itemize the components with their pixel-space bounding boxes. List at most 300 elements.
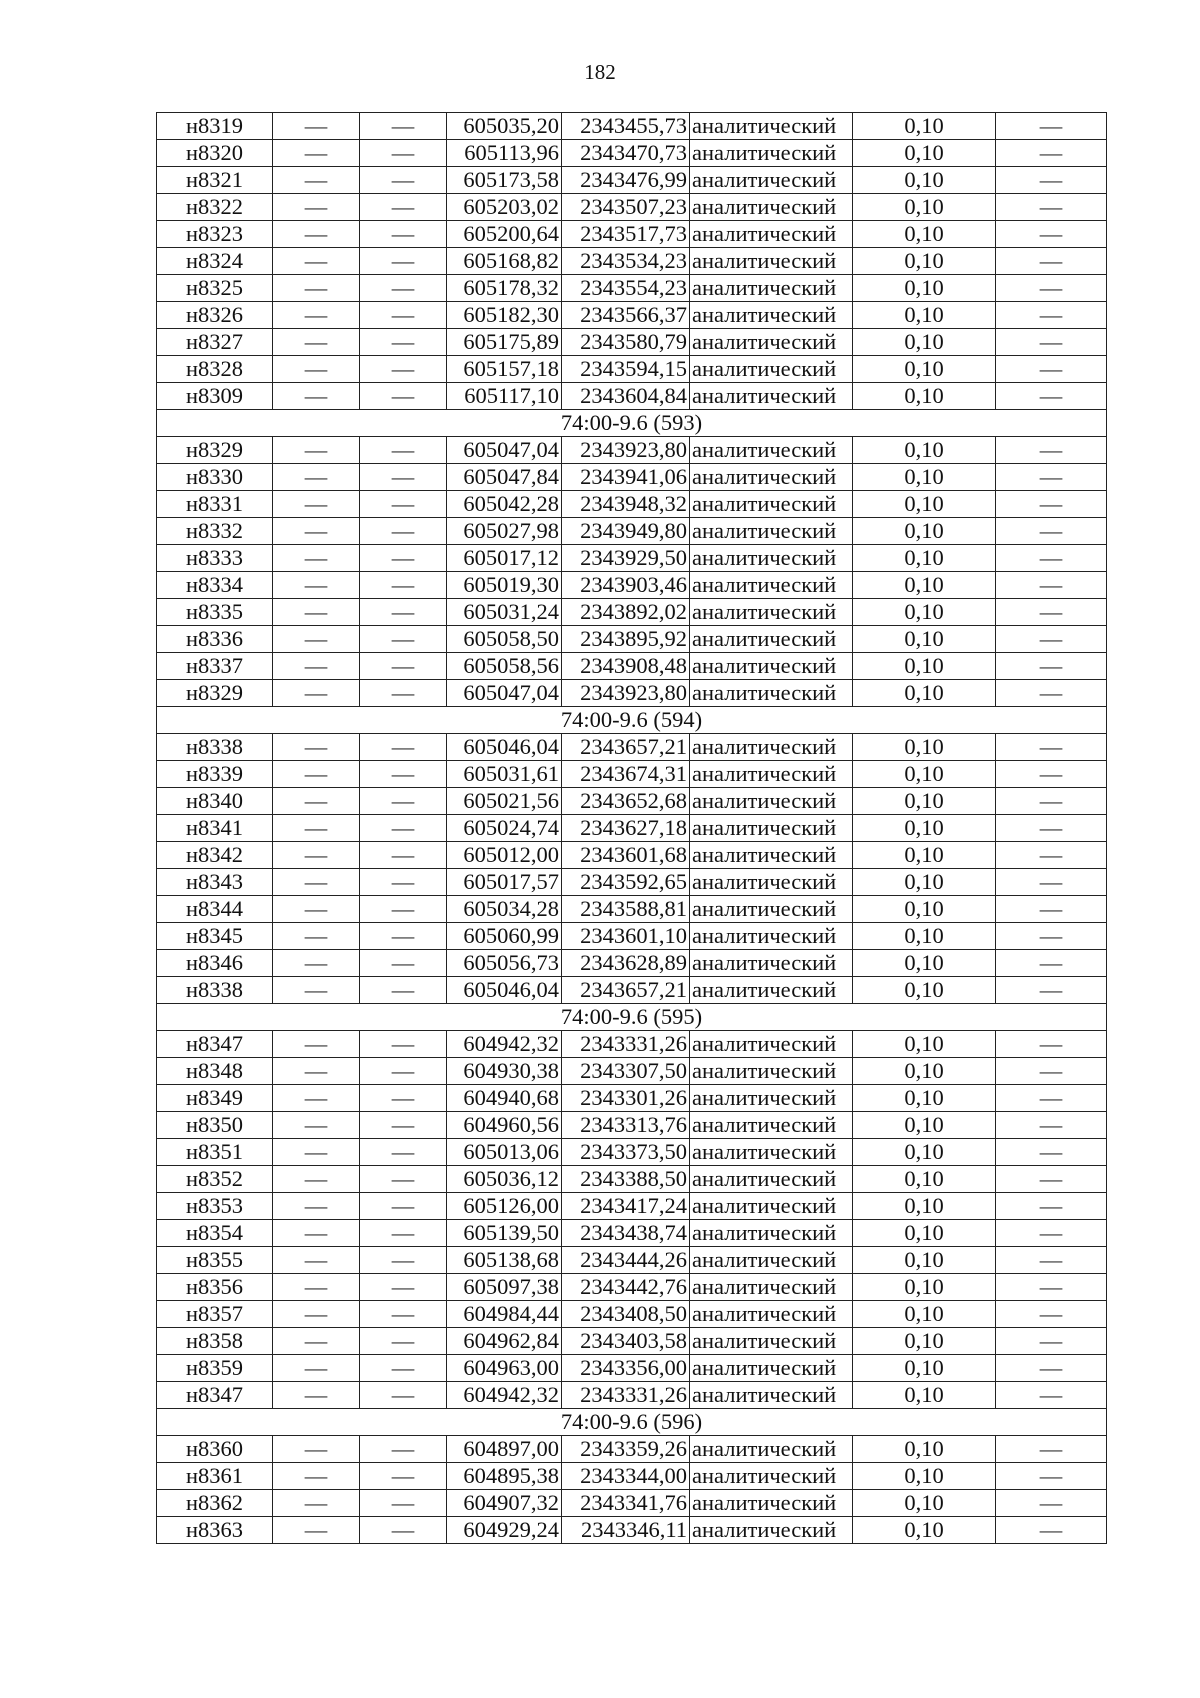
y-old-cell: — — [360, 1517, 447, 1544]
accuracy-cell: 0,10 — [853, 221, 996, 248]
accuracy-cell: 0,10 — [853, 896, 996, 923]
table-row — [157, 518, 1107, 545]
x-coordinate-cell: 604942,32 — [447, 1031, 562, 1058]
accuracy-cell: 0,10 — [853, 1220, 996, 1247]
accuracy-cell: 0,10 — [853, 1112, 996, 1139]
method-cell: аналитический — [690, 248, 853, 275]
accuracy-cell: 0,10 — [853, 545, 996, 572]
y-coordinate-cell: 2343949,80 — [562, 518, 690, 545]
point-name-cell: н8345 — [157, 923, 273, 950]
table-row — [157, 1274, 1107, 1301]
method-cell: аналитический — [690, 1193, 853, 1220]
x-old-cell: — — [273, 1355, 360, 1382]
y-coordinate-cell: 2343892,02 — [562, 599, 690, 626]
x-coordinate-cell: 605058,56 — [447, 653, 562, 680]
accuracy-cell: 0,10 — [853, 1463, 996, 1490]
point-name-cell: н8335 — [157, 599, 273, 626]
description-cell: — — [996, 1031, 1107, 1058]
table-row — [157, 842, 1107, 869]
method-cell: аналитический — [690, 194, 853, 221]
x-old-cell: — — [273, 356, 360, 383]
point-name-cell: н8325 — [157, 275, 273, 302]
method-cell: аналитический — [690, 680, 853, 707]
method-cell: аналитический — [690, 329, 853, 356]
accuracy-cell: 0,10 — [853, 1139, 996, 1166]
y-coordinate-cell: 2343444,26 — [562, 1247, 690, 1274]
description-cell: — — [996, 761, 1107, 788]
accuracy-cell: 0,10 — [853, 599, 996, 626]
x-old-cell: — — [273, 680, 360, 707]
y-old-cell: — — [360, 950, 447, 977]
x-coordinate-cell: 605031,61 — [447, 761, 562, 788]
x-old-cell: — — [273, 383, 360, 410]
y-old-cell: — — [360, 1112, 447, 1139]
y-old-cell: — — [360, 1031, 447, 1058]
x-coordinate-cell: 605012,00 — [447, 842, 562, 869]
method-cell: аналитический — [690, 545, 853, 572]
point-name-cell: н8353 — [157, 1193, 273, 1220]
point-name-cell: н8358 — [157, 1328, 273, 1355]
method-cell: аналитический — [690, 1247, 853, 1274]
y-old-cell: — — [360, 734, 447, 761]
description-cell: — — [996, 1301, 1107, 1328]
point-name-cell: н8350 — [157, 1112, 273, 1139]
table-row — [157, 977, 1107, 1004]
table-row — [157, 1355, 1107, 1382]
table-row — [157, 680, 1107, 707]
accuracy-cell: 0,10 — [853, 464, 996, 491]
accuracy-cell: 0,10 — [853, 1490, 996, 1517]
x-old-cell: — — [273, 977, 360, 1004]
point-name-cell: н8329 — [157, 437, 273, 464]
point-name-cell: н8356 — [157, 1274, 273, 1301]
table-row — [157, 1517, 1107, 1544]
y-old-cell: — — [360, 1436, 447, 1463]
y-coordinate-cell: 2343470,73 — [562, 140, 690, 167]
point-name-cell: н8327 — [157, 329, 273, 356]
accuracy-cell: 0,10 — [853, 950, 996, 977]
y-coordinate-cell: 2343356,00 — [562, 1355, 690, 1382]
y-old-cell: — — [360, 896, 447, 923]
table-row — [157, 1301, 1107, 1328]
method-cell: аналитический — [690, 950, 853, 977]
y-old-cell: — — [360, 1463, 447, 1490]
y-coordinate-cell: 2343923,80 — [562, 437, 690, 464]
y-old-cell: — — [360, 1166, 447, 1193]
accuracy-cell: 0,10 — [853, 1031, 996, 1058]
point-name-cell: н8362 — [157, 1490, 273, 1517]
y-coordinate-cell: 2343895,92 — [562, 626, 690, 653]
point-name-cell: н8347 — [157, 1031, 273, 1058]
method-cell: аналитический — [690, 788, 853, 815]
point-name-cell: н8323 — [157, 221, 273, 248]
y-old-cell: — — [360, 788, 447, 815]
description-cell: — — [996, 1247, 1107, 1274]
x-old-cell: — — [273, 923, 360, 950]
y-old-cell: — — [360, 302, 447, 329]
accuracy-cell: 0,10 — [853, 572, 996, 599]
y-old-cell: — — [360, 1274, 447, 1301]
x-old-cell: — — [273, 248, 360, 275]
description-cell: — — [996, 842, 1107, 869]
point-name-cell: н8336 — [157, 626, 273, 653]
x-coordinate-cell: 605034,28 — [447, 896, 562, 923]
y-coordinate-cell: 2343373,50 — [562, 1139, 690, 1166]
accuracy-cell: 0,10 — [853, 356, 996, 383]
y-coordinate-cell: 2343344,00 — [562, 1463, 690, 1490]
x-old-cell: — — [273, 1220, 360, 1247]
y-old-cell: — — [360, 194, 447, 221]
x-coordinate-cell: 605047,04 — [447, 680, 562, 707]
description-cell: — — [996, 599, 1107, 626]
accuracy-cell: 0,10 — [853, 761, 996, 788]
x-old-cell: — — [273, 1301, 360, 1328]
y-old-cell: — — [360, 464, 447, 491]
x-coordinate-cell: 605031,24 — [447, 599, 562, 626]
point-name-cell: н8363 — [157, 1517, 273, 1544]
x-old-cell: — — [273, 329, 360, 356]
description-cell: — — [996, 1220, 1107, 1247]
y-coordinate-cell: 2343534,23 — [562, 248, 690, 275]
method-cell: аналитический — [690, 1490, 853, 1517]
table-row — [157, 1139, 1107, 1166]
y-old-cell: — — [360, 518, 447, 545]
table-row — [157, 113, 1107, 140]
method-cell: аналитический — [690, 1085, 853, 1112]
x-old-cell: — — [273, 626, 360, 653]
accuracy-cell: 0,10 — [853, 842, 996, 869]
x-coordinate-cell: 604897,00 — [447, 1436, 562, 1463]
y-coordinate-cell: 2343417,24 — [562, 1193, 690, 1220]
table-row — [157, 788, 1107, 815]
table-row — [157, 734, 1107, 761]
method-cell: аналитический — [690, 626, 853, 653]
section-heading-row — [157, 1004, 1107, 1031]
method-cell: аналитический — [690, 275, 853, 302]
method-cell: аналитический — [690, 1139, 853, 1166]
x-old-cell: — — [273, 761, 360, 788]
x-old-cell: — — [273, 572, 360, 599]
point-name-cell: н8324 — [157, 248, 273, 275]
section-heading-row — [157, 1409, 1107, 1436]
point-name-cell: н8326 — [157, 302, 273, 329]
x-old-cell: — — [273, 491, 360, 518]
point-name-cell: н8359 — [157, 1355, 273, 1382]
y-coordinate-cell: 2343341,76 — [562, 1490, 690, 1517]
x-coordinate-cell: 605157,18 — [447, 356, 562, 383]
x-old-cell: — — [273, 1517, 360, 1544]
method-cell: аналитический — [690, 1355, 853, 1382]
y-coordinate-cell: 2343331,26 — [562, 1031, 690, 1058]
y-coordinate-cell: 2343442,76 — [562, 1274, 690, 1301]
description-cell: — — [996, 869, 1107, 896]
y-old-cell: — — [360, 815, 447, 842]
section-heading-row — [157, 707, 1107, 734]
point-name-cell: н8346 — [157, 950, 273, 977]
accuracy-cell: 0,10 — [853, 734, 996, 761]
coordinates-table — [156, 112, 1107, 1544]
x-old-cell: — — [273, 1274, 360, 1301]
x-coordinate-cell: 604907,32 — [447, 1490, 562, 1517]
x-coordinate-cell: 605126,00 — [447, 1193, 562, 1220]
description-cell: — — [996, 815, 1107, 842]
point-name-cell: н8343 — [157, 869, 273, 896]
table-row — [157, 1490, 1107, 1517]
accuracy-cell: 0,10 — [853, 329, 996, 356]
x-old-cell: — — [273, 1085, 360, 1112]
x-coordinate-cell: 604895,38 — [447, 1463, 562, 1490]
table-row — [157, 626, 1107, 653]
y-coordinate-cell: 2343566,37 — [562, 302, 690, 329]
method-cell: аналитический — [690, 1274, 853, 1301]
point-name-cell: н8354 — [157, 1220, 273, 1247]
x-old-cell: — — [273, 788, 360, 815]
method-cell: аналитический — [690, 1058, 853, 1085]
x-coordinate-cell: 605113,96 — [447, 140, 562, 167]
point-name-cell: н8337 — [157, 653, 273, 680]
y-coordinate-cell: 2343657,21 — [562, 977, 690, 1004]
x-coordinate-cell: 605021,56 — [447, 788, 562, 815]
y-coordinate-cell: 2343948,32 — [562, 491, 690, 518]
x-coordinate-cell: 605138,68 — [447, 1247, 562, 1274]
y-coordinate-cell: 2343601,68 — [562, 842, 690, 869]
description-cell: — — [996, 1517, 1107, 1544]
table-row — [157, 545, 1107, 572]
point-name-cell: н8360 — [157, 1436, 273, 1463]
accuracy-cell: 0,10 — [853, 248, 996, 275]
x-old-cell: — — [273, 275, 360, 302]
accuracy-cell: 0,10 — [853, 653, 996, 680]
x-old-cell: — — [273, 896, 360, 923]
x-coordinate-cell: 605017,57 — [447, 869, 562, 896]
x-old-cell: — — [273, 599, 360, 626]
x-coordinate-cell: 605117,10 — [447, 383, 562, 410]
x-coordinate-cell: 605139,50 — [447, 1220, 562, 1247]
x-old-cell: — — [273, 518, 360, 545]
point-name-cell: н8348 — [157, 1058, 273, 1085]
method-cell: аналитический — [690, 140, 853, 167]
method-cell: аналитический — [690, 113, 853, 140]
y-old-cell: — — [360, 113, 447, 140]
table-row — [157, 167, 1107, 194]
x-old-cell: — — [273, 1436, 360, 1463]
y-old-cell: — — [360, 1058, 447, 1085]
table-row — [157, 1463, 1107, 1490]
accuracy-cell: 0,10 — [853, 923, 996, 950]
description-cell: — — [996, 167, 1107, 194]
point-name-cell: н8331 — [157, 491, 273, 518]
x-coordinate-cell: 605056,73 — [447, 950, 562, 977]
x-coordinate-cell: 605058,50 — [447, 626, 562, 653]
accuracy-cell: 0,10 — [853, 383, 996, 410]
table-row — [157, 437, 1107, 464]
y-coordinate-cell: 2343594,15 — [562, 356, 690, 383]
description-cell: — — [996, 113, 1107, 140]
y-old-cell: — — [360, 275, 447, 302]
description-cell: — — [996, 248, 1107, 275]
accuracy-cell: 0,10 — [853, 869, 996, 896]
method-cell: аналитический — [690, 896, 853, 923]
method-cell: аналитический — [690, 437, 853, 464]
table-row — [157, 1193, 1107, 1220]
point-name-cell: н8338 — [157, 977, 273, 1004]
y-old-cell: — — [360, 599, 447, 626]
method-cell: аналитический — [690, 491, 853, 518]
y-old-cell: — — [360, 761, 447, 788]
accuracy-cell: 0,10 — [853, 113, 996, 140]
x-coordinate-cell: 605047,04 — [447, 437, 562, 464]
accuracy-cell: 0,10 — [853, 167, 996, 194]
x-old-cell: — — [273, 1328, 360, 1355]
y-coordinate-cell: 2343313,76 — [562, 1112, 690, 1139]
table-row — [157, 1328, 1107, 1355]
description-cell: — — [996, 572, 1107, 599]
section-heading: 74:00-9.6 (593) — [157, 410, 1107, 437]
y-coordinate-cell: 2343941,06 — [562, 464, 690, 491]
y-old-cell: — — [360, 869, 447, 896]
description-cell: — — [996, 383, 1107, 410]
description-cell: — — [996, 437, 1107, 464]
table-row — [157, 248, 1107, 275]
point-name-cell: н8341 — [157, 815, 273, 842]
y-coordinate-cell: 2343507,23 — [562, 194, 690, 221]
accuracy-cell: 0,10 — [853, 1247, 996, 1274]
table-row — [157, 383, 1107, 410]
table-row — [157, 1436, 1107, 1463]
description-cell: — — [996, 734, 1107, 761]
description-cell: — — [996, 626, 1107, 653]
x-coordinate-cell: 605046,04 — [447, 734, 562, 761]
method-cell: аналитический — [690, 734, 853, 761]
accuracy-cell: 0,10 — [853, 275, 996, 302]
y-old-cell: — — [360, 1490, 447, 1517]
accuracy-cell: 0,10 — [853, 140, 996, 167]
table-row — [157, 302, 1107, 329]
point-name-cell: н8321 — [157, 167, 273, 194]
accuracy-cell: 0,10 — [853, 518, 996, 545]
x-coordinate-cell: 605035,20 — [447, 113, 562, 140]
method-cell: аналитический — [690, 653, 853, 680]
y-coordinate-cell: 2343476,99 — [562, 167, 690, 194]
table-row — [157, 1382, 1107, 1409]
method-cell: аналитический — [690, 383, 853, 410]
description-cell: — — [996, 1463, 1107, 1490]
table-row — [157, 761, 1107, 788]
y-coordinate-cell: 2343403,58 — [562, 1328, 690, 1355]
y-old-cell: — — [360, 1328, 447, 1355]
point-name-cell: н8322 — [157, 194, 273, 221]
x-coordinate-cell: 605027,98 — [447, 518, 562, 545]
y-coordinate-cell: 2343929,50 — [562, 545, 690, 572]
y-coordinate-cell: 2343346,11 — [562, 1517, 690, 1544]
point-name-cell: н8344 — [157, 896, 273, 923]
y-old-cell: — — [360, 1139, 447, 1166]
description-cell: — — [996, 1274, 1107, 1301]
x-coordinate-cell: 604960,56 — [447, 1112, 562, 1139]
point-name-cell: н8328 — [157, 356, 273, 383]
accuracy-cell: 0,10 — [853, 1274, 996, 1301]
y-coordinate-cell: 2343517,73 — [562, 221, 690, 248]
table-row — [157, 572, 1107, 599]
x-coordinate-cell: 605173,58 — [447, 167, 562, 194]
method-cell: аналитический — [690, 1517, 853, 1544]
y-old-cell: — — [360, 221, 447, 248]
description-cell: — — [996, 329, 1107, 356]
accuracy-cell: 0,10 — [853, 302, 996, 329]
method-cell: аналитический — [690, 923, 853, 950]
x-old-cell: — — [273, 1463, 360, 1490]
y-old-cell: — — [360, 1355, 447, 1382]
table-row — [157, 329, 1107, 356]
x-old-cell: — — [273, 1247, 360, 1274]
y-old-cell: — — [360, 356, 447, 383]
description-cell: — — [996, 680, 1107, 707]
description-cell: — — [996, 1490, 1107, 1517]
x-old-cell: — — [273, 194, 360, 221]
method-cell: аналитический — [690, 464, 853, 491]
y-old-cell: — — [360, 1247, 447, 1274]
point-name-cell: н8351 — [157, 1139, 273, 1166]
point-name-cell: н8339 — [157, 761, 273, 788]
y-old-cell: — — [360, 842, 447, 869]
section-heading: 74:00-9.6 (594) — [157, 707, 1107, 734]
point-name-cell: н8355 — [157, 1247, 273, 1274]
accuracy-cell: 0,10 — [853, 680, 996, 707]
description-cell: — — [996, 1382, 1107, 1409]
point-name-cell: н8357 — [157, 1301, 273, 1328]
y-old-cell: — — [360, 1301, 447, 1328]
point-name-cell: н8347 — [157, 1382, 273, 1409]
description-cell: — — [996, 221, 1107, 248]
y-coordinate-cell: 2343657,21 — [562, 734, 690, 761]
accuracy-cell: 0,10 — [853, 1193, 996, 1220]
x-old-cell: — — [273, 815, 360, 842]
accuracy-cell: 0,10 — [853, 437, 996, 464]
method-cell: аналитический — [690, 302, 853, 329]
x-old-cell: — — [273, 221, 360, 248]
x-old-cell: — — [273, 1031, 360, 1058]
x-coordinate-cell: 605178,32 — [447, 275, 562, 302]
y-old-cell: — — [360, 923, 447, 950]
y-old-cell: — — [360, 653, 447, 680]
y-coordinate-cell: 2343438,74 — [562, 1220, 690, 1247]
y-coordinate-cell: 2343592,65 — [562, 869, 690, 896]
description-cell: — — [996, 923, 1107, 950]
method-cell: аналитический — [690, 1301, 853, 1328]
x-old-cell: — — [273, 734, 360, 761]
x-old-cell: — — [273, 167, 360, 194]
x-coordinate-cell: 604940,68 — [447, 1085, 562, 1112]
x-old-cell: — — [273, 1058, 360, 1085]
x-old-cell: — — [273, 1490, 360, 1517]
y-coordinate-cell: 2343903,46 — [562, 572, 690, 599]
method-cell: аналитический — [690, 815, 853, 842]
point-name-cell: н8319 — [157, 113, 273, 140]
table-row — [157, 275, 1107, 302]
x-old-cell: — — [273, 1193, 360, 1220]
x-old-cell: — — [273, 842, 360, 869]
accuracy-cell: 0,10 — [853, 1058, 996, 1085]
method-cell: аналитический — [690, 518, 853, 545]
method-cell: аналитический — [690, 869, 853, 896]
y-coordinate-cell: 2343627,18 — [562, 815, 690, 842]
y-old-cell: — — [360, 167, 447, 194]
table-row — [157, 356, 1107, 383]
point-name-cell: н8340 — [157, 788, 273, 815]
y-coordinate-cell: 2343908,48 — [562, 653, 690, 680]
table-row — [157, 896, 1107, 923]
table-row — [157, 464, 1107, 491]
